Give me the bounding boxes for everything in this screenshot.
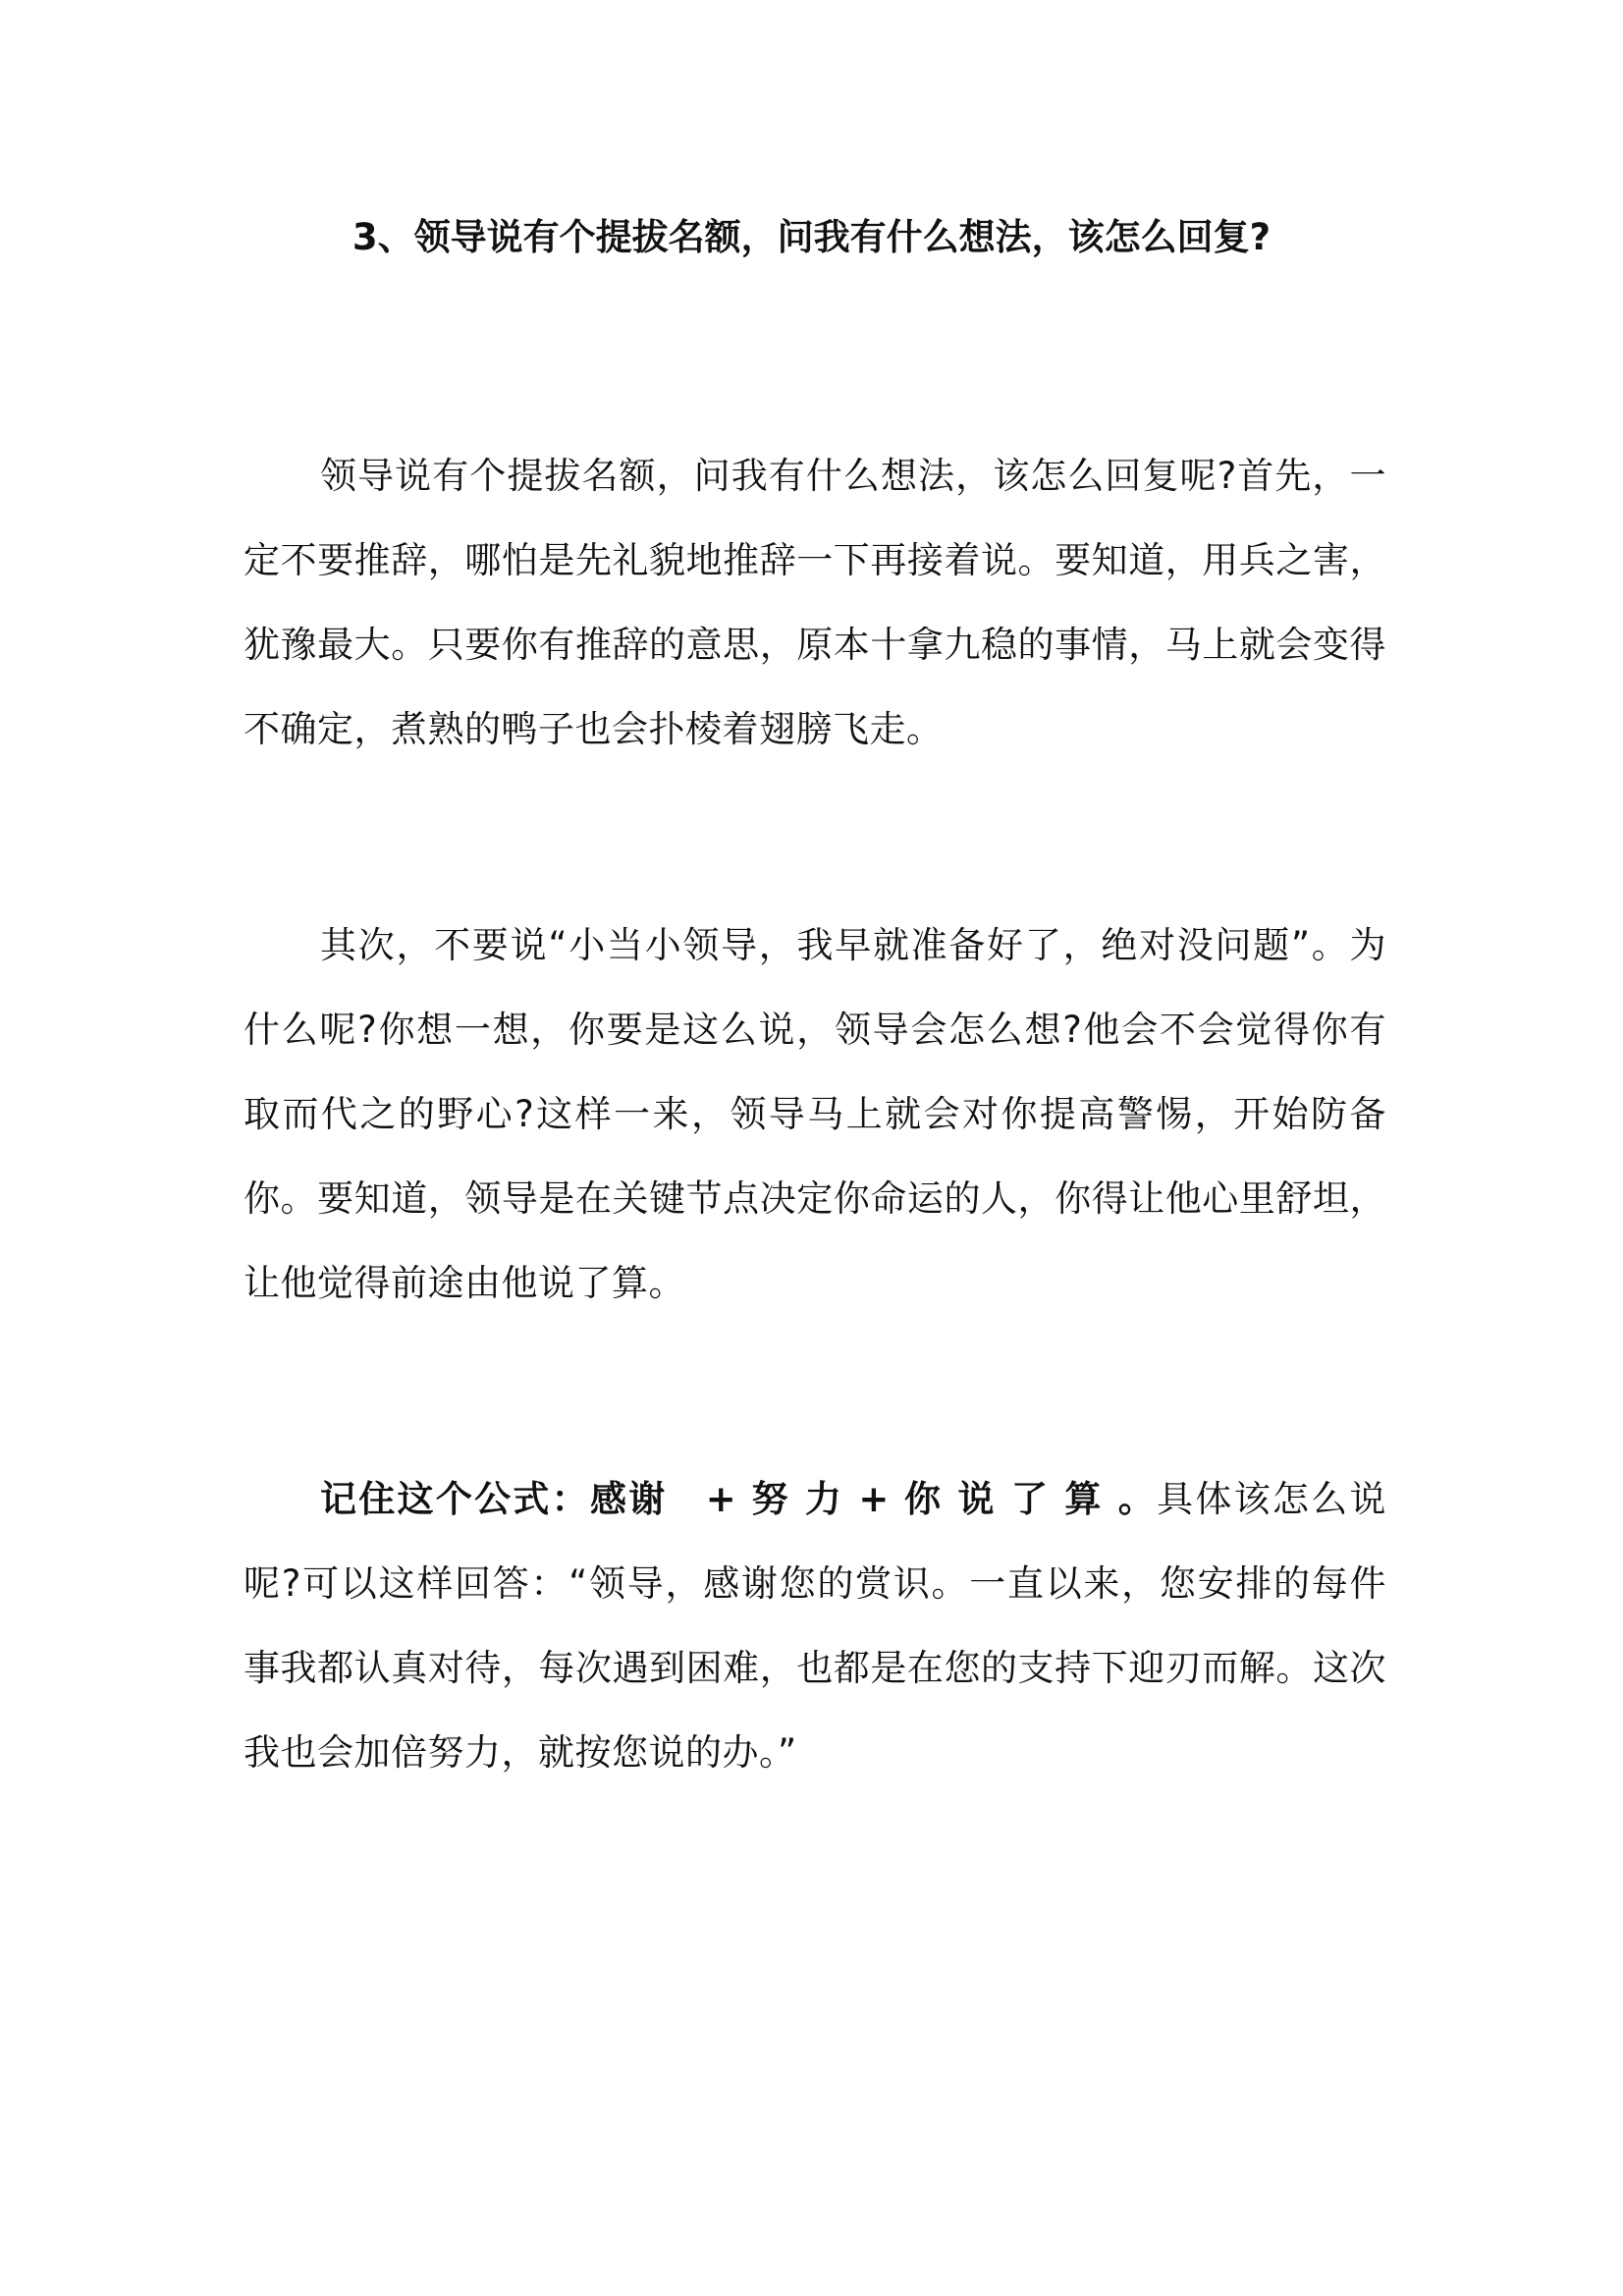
paragraph-1	[243, 434, 1386, 772]
paragraph-1-text: 领导说有个提拔名额，问我有什么想法，该怎么回复呢?首先，一定不要推辞，哪怕是先礼貌地推辞一下再接着说。要知道，用兵之害，犹豫最大。只要你有推辞的意思，原本十拿九稳的事情，马上就会变得不确定，煮熟的鸭子也会扑棱着翅膀飞走。	[243, 455, 1386, 750]
paragraph-3	[243, 1457, 1386, 1795]
paragraph-2	[243, 903, 1386, 1326]
paragraph-3-text: 具体该怎么说呢?可以这样回答：“领导，感谢您的赏识。一直以来，您安排的每件事我都认真对待，每次遇到困难，也都是在您的支持下迎刃而解。这次我也会加倍努力，就按您说的办。”	[243, 1478, 1386, 1774]
formula-lead: 记住这个公式：感谢 + 努 力 + 你 说 了 算 。	[320, 1478, 1158, 1520]
paragraph-2-text: 其次，不要说“小当小领导，我早就准备好了，绝对没问题”。为什么呢?你想一想，你要是这么说，领导会怎么想?他会不会觉得你有取而代之的野心?这样一来，领导马上就会对你提高警惕，开始防备你。要知道，领导是在关键节点决定你命运的人，你得让他心里舒坦，让他觉得前途由他说了算。	[243, 924, 1386, 1304]
document-title: 3、领导说有个提拔名额，问我有什么想法，该怎么回复?	[352, 216, 1271, 258]
